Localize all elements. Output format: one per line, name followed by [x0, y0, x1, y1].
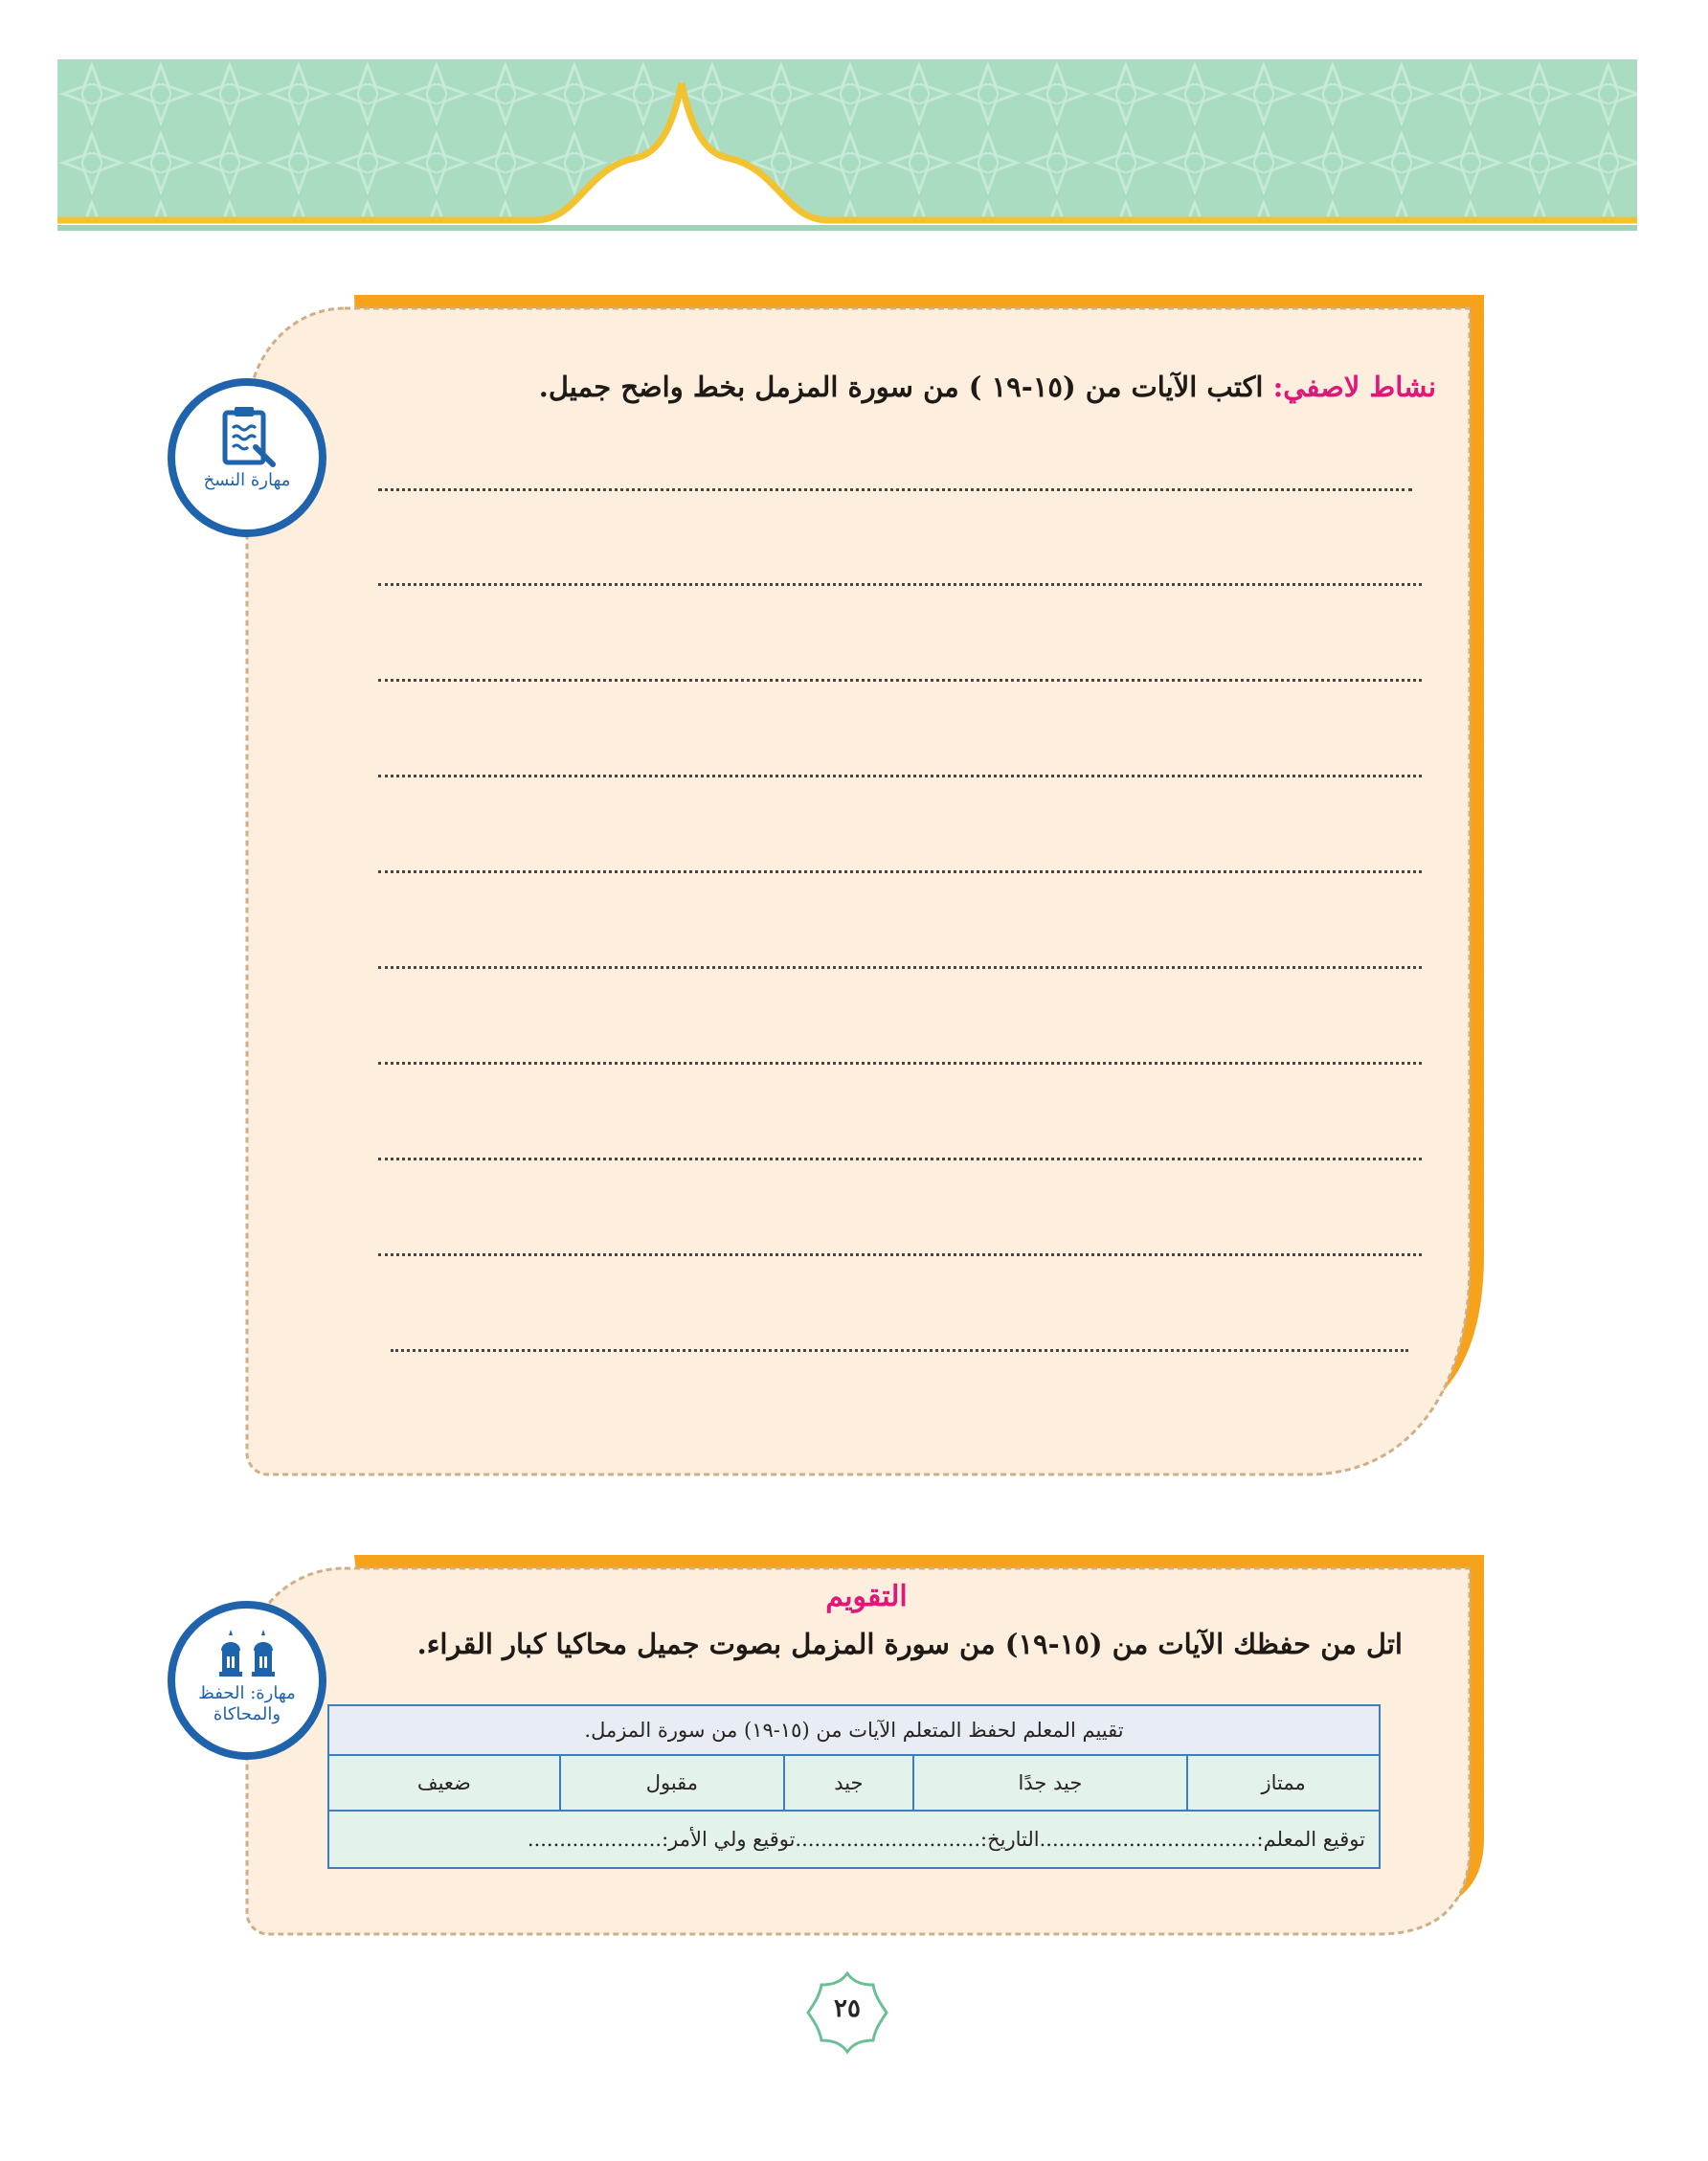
level-acceptable[interactable]: مقبول — [560, 1755, 784, 1811]
table-row — [328, 1755, 1380, 1811]
evaluation-table — [327, 1704, 1381, 1869]
header-banner — [57, 59, 1637, 236]
evaluation-panel — [239, 1551, 1494, 1944]
level-very-good[interactable]: جيد جدًا — [913, 1755, 1188, 1811]
mosque-minarets-icon — [214, 1626, 281, 1683]
table-row — [328, 1811, 1380, 1868]
page-number — [804, 1970, 890, 2056]
clipboard-pen-icon — [214, 403, 281, 470]
writing-line[interactable] — [378, 1062, 1422, 1065]
writing-line[interactable] — [378, 1158, 1422, 1160]
writing-line[interactable] — [378, 679, 1422, 682]
activity-panel-frame — [239, 287, 1494, 1484]
activity-instruction — [335, 368, 1436, 406]
activity-label: نشاط لاصفي: — [1272, 371, 1436, 403]
writing-line[interactable] — [378, 1253, 1422, 1256]
level-good[interactable]: جيد — [784, 1755, 913, 1811]
level-weak[interactable]: ضعيف — [328, 1755, 560, 1811]
writing-line[interactable] — [378, 966, 1422, 969]
writing-line[interactable] — [378, 870, 1422, 873]
memorization-label-line1: مهارة: الحفظ — [198, 1683, 296, 1703]
writing-line[interactable] — [378, 775, 1422, 777]
writing-line[interactable] — [378, 488, 1412, 491]
activity-panel — [239, 287, 1494, 1484]
evaluation-heading: التقويم — [825, 1580, 908, 1613]
signature-fields[interactable]: توقيع المعلم:..................................التاريخ:.............................توقيع ولي الأمر:..................... — [328, 1811, 1380, 1868]
level-excellent[interactable]: ممتاز — [1187, 1755, 1380, 1811]
copy-skill-label: مهارة النسخ — [203, 470, 291, 490]
evaluation-instruction: اتل من حفظك الآيات من (١٥-١٩) من سورة المزمل بصوت جميل محاكيا كبار القراء. — [416, 1628, 1403, 1660]
writing-line[interactable] — [391, 1349, 1408, 1352]
writing-line[interactable] — [378, 583, 1422, 586]
memorization-skill-label — [175, 1683, 319, 1725]
table-caption: تقييم المعلم لحفظ المتعلم الآيات من (١٥-١٩) من سورة المزمل. — [328, 1705, 1380, 1755]
activity-instruction-text: اكتب الآيات من (١٥-١٩ ) من سورة المزمل بخط واضح جميل. — [538, 371, 1264, 403]
copy-skill-badge — [168, 378, 326, 537]
page-number-text: ٢٥ — [834, 1994, 861, 2023]
table-row — [328, 1705, 1380, 1755]
memorization-label-line2: والمحاكاة — [213, 1704, 281, 1724]
memorization-skill-badge — [168, 1601, 326, 1760]
